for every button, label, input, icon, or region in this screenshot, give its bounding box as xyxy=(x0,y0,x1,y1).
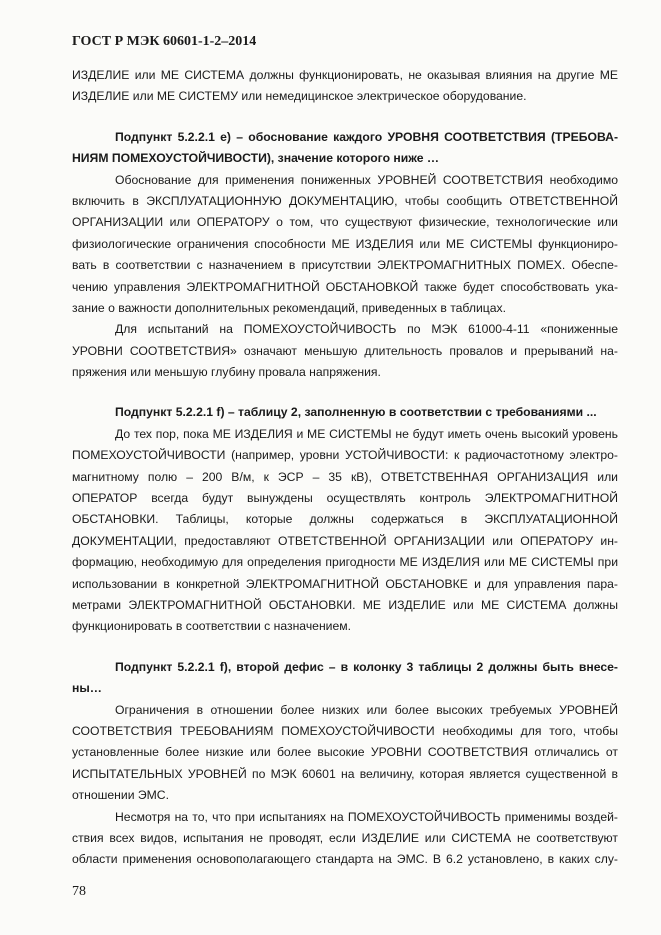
text-line: включить в ЭКСПЛУАТАЦИОННУЮ ДОКУМЕНТАЦИЮ, чтобы сообщить ОТВЕТСТВЕННОЙ xyxy=(72,193,618,208)
text-line: До тех пор, пока МЕ ИЗДЕЛИЯ и МЕ СИСТЕМЫ не будут иметь очень высокий уровень xyxy=(115,426,618,441)
text-line: вать в соответствии с назначением в присутствии ЭЛЕКТРОМАГНИТНЫХ ПОМЕХ. Обеспе- xyxy=(72,258,618,273)
text-line: установленные более низкие или более высокие УРОВНИ СООТВЕТСТВИЯ отличались от xyxy=(72,745,618,760)
text-line: пряжения или меньшую глубину провала напряжения. xyxy=(72,365,381,380)
text-line: УРОВНИ СООТВЕТСТВИЯ» означают меньшую длительность провалов и прерываний на- xyxy=(72,343,618,358)
text-line: Несмотря на то, что при испытаниях на ПОМЕХОУСТОЙЧИВОСТЬ применимы воздей- xyxy=(115,809,618,824)
text-line: ОПЕРАТОР всегда будут вынуждены осуществлять контроль ЭЛЕКТРОМАГНИТНОЙ xyxy=(72,491,618,506)
subclause-heading-line: Подпункт 5.2.2.1 f) – таблицу 2, заполненную в соответствии с требованиями ... xyxy=(115,405,597,420)
text-line: ОРГАНИЗАЦИИ или ОПЕРАТОРУ о том, что существуют физические, технологические или xyxy=(72,215,618,230)
text-line: использовании в конкретной ЭЛЕКТРОМАГНИТНОЙ ОБСТАНОВКЕ и для управления пара- xyxy=(72,576,618,591)
text-line: физиологические ограничения способности МЕ ИЗДЕЛИЯ или МЕ СИСТЕМЫ функциониро- xyxy=(72,236,618,251)
text-line: СООТВЕТСТВИЯ ТРЕБОВАНИЯМ ПОМЕХОУСТОЙЧИВОСТИ необходимы для того, чтобы xyxy=(72,723,618,738)
text-line: чению управления ЭЛЕКТРОМАГНИТНОЙ ОБСТАНОВКОЙ также будет способствовать ука- xyxy=(72,279,618,294)
subclause-heading-line: НИЯМ ПОМЕХОУСТОЙЧИВОСТИ), значение которого ниже … xyxy=(72,151,440,166)
text-line: ДОКУМЕНТАЦИИ, предоставляют ОТВЕТСТВЕННОЙ ОРГАНИЗАЦИИ или ОПЕРАТОРУ ин- xyxy=(72,533,618,548)
text-line: ИСПЫТАТЕЛЬНЫХ УРОВНЕЙ по МЭК 60601 на величину, которая является существенной в xyxy=(72,766,618,781)
subclause-heading-line: Подпункт 5.2.2.1 е) – обоснование каждого УРОВНЯ СООТВЕТСТВИЯ (ТРЕБОВА- xyxy=(115,129,618,144)
text-line: магнитному полю – 200 В/м, к ЭСР – 35 кВ), ОТВЕТСТВЕННАЯ ОРГАНИЗАЦИЯ или xyxy=(72,469,618,484)
text-line: ПОМЕХОУСТОЙЧИВОСТИ (например, уровни УСТОЙЧИВОСТИ: к радиочастотному электро- xyxy=(72,448,618,463)
paragraph-gap xyxy=(72,638,618,657)
paragraph-gap xyxy=(72,383,618,402)
body-text xyxy=(72,65,618,871)
text-line: функционировать в соответствии с назначением. xyxy=(72,619,352,634)
text-line: ИЗДЕЛИЕ или МЕ СИСТЕМУ или немедицинское электрическое оборудование. xyxy=(72,89,527,104)
subclause-heading-line: Подпункт 5.2.2.1 f), второй дефис – в колонку 3 таблицы 2 должны быть внесе- xyxy=(115,659,618,674)
text-line: области применения основополагающего стандарта на ЭМС. В 6.2 установлено, в каких слу- xyxy=(72,852,618,867)
page-number: 78 xyxy=(72,884,86,899)
page-header: ГОСТ Р МЭК 60601-1-2–2014 xyxy=(72,34,257,49)
text-line: Ограничения в отношении более низких или более высоких требуемых УРОВНЕЙ xyxy=(115,702,618,717)
text-line: формацию, необходимую для определения пригодности МЕ ИЗДЕЛИЯ или МЕ СИСТЕМЫ при xyxy=(72,555,618,570)
text-line: ОБСТАНОВКИ. Таблицы, которые должны содержаться в ЭКСПЛУАТАЦИОННОЙ xyxy=(72,512,618,527)
text-line: отношении ЭМС. xyxy=(72,788,169,803)
text-line: метрами ЭЛЕКТРОМАГНИТНОЙ ОБСТАНОВКИ. МЕ ИЗДЕЛИЕ или МЕ СИСТЕМА должны xyxy=(72,597,618,612)
text-line: Для испытаний на ПОМЕХОУСТОЙЧИВОСТЬ по МЭК 61000-4-11 «пониженные xyxy=(115,322,618,337)
text-line: Обоснование для применения пониженных УРОВНЕЙ СООТВЕТСТВИЯ необходимо xyxy=(115,172,618,187)
text-line: ствия всех видов, испытания не проводят, если ИЗДЕЛИЕ или СИСТЕМА не соответствуют xyxy=(72,830,618,845)
text-line: зание о важности дополнительных рекомендаций, приведенных в таблицах. xyxy=(72,300,507,315)
paragraph-gap xyxy=(72,108,618,127)
text-line: ИЗДЕЛИЕ или МЕ СИСТЕМА должны функционировать, не оказывая влияния на другие МЕ xyxy=(72,68,618,82)
subclause-heading-line: ны… xyxy=(72,681,102,696)
